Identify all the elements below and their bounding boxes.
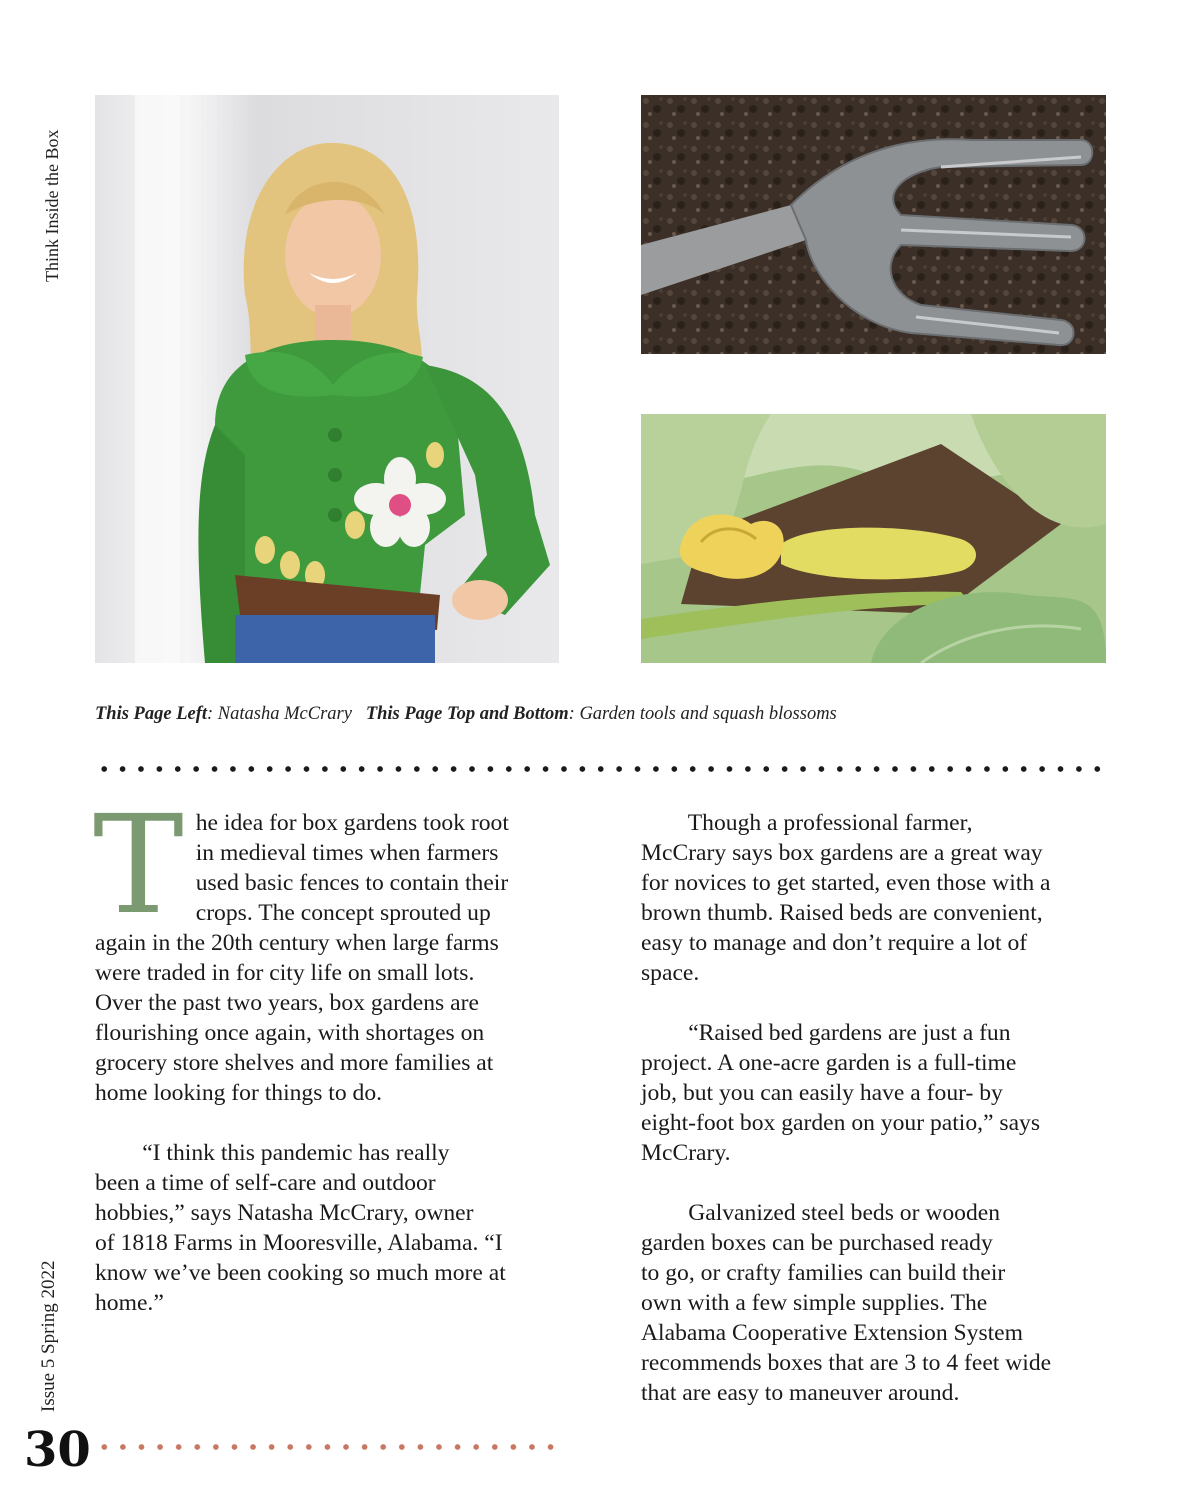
article-paragraph: “I think this pandemic has really been a time of self-care and outdoor hobbies,” says Natasha McCrary, owner of 1818 Farms in Mooresville, Alabama. “I know we’ve been cooking so much more at home.” xyxy=(95,1140,506,1316)
squash-blossom-image xyxy=(641,414,1106,663)
drop-cap: T xyxy=(93,787,184,945)
article-paragraph: he idea for box gardens took root in medieval times when farmers used basic fences to contain their crops. The concept sprouted up again in the 20th century when large farms were traded in for city life on small lots. Over the past two years, box gardens are flourishing once again, with shortages on grocery store shelves and more families at home looking for things to do. xyxy=(95,810,509,1106)
article-column-left xyxy=(93,787,565,1318)
article-paragraph: Galvanized steel beds or wooden garden boxes can be purchased ready to go, or crafty families can build their own with a few simple supplies. The Alabama Cooperative Extension System recommends boxes that are 3 to 4 feet wide that are easy to maneuver around. xyxy=(641,1200,1052,1406)
squash-blossom-photo xyxy=(641,414,1106,663)
caption-right-label: This Page Top and Bottom xyxy=(365,704,569,724)
garden-fork-image xyxy=(641,95,1106,354)
article-column-right xyxy=(641,808,1111,1408)
issue-label: Issue 5 Spring 2022 xyxy=(38,1260,59,1412)
portrait-photo xyxy=(95,95,559,663)
article-paragraph: Though a professional farmer, McCrary says box gardens are a great way for novices to get started, even those with a brown thumb. Raised beds are convenient, easy to manage and don’t require a lot of space. xyxy=(641,810,1051,986)
page-number: 30 xyxy=(24,1422,91,1478)
caption-right-text: : Garden tools and squash blossoms xyxy=(568,704,837,724)
caption-left-text: : Natasha McCrary xyxy=(207,704,352,724)
dotted-divider xyxy=(95,764,1107,774)
article-paragraph: “Raised bed gardens are just a fun project. A one-acre garden is a full-time job, but you can easily have a four- by eight-foot box garden on your patio,” says McCrary. xyxy=(641,1020,1041,1166)
caption-left-label: This Page Left xyxy=(95,704,208,724)
running-header: Think Inside the Box xyxy=(42,129,62,282)
photo-caption xyxy=(95,704,1105,725)
garden-fork-photo xyxy=(641,95,1106,354)
footer-dotted-rule xyxy=(95,1442,561,1452)
portrait-image xyxy=(95,95,559,663)
